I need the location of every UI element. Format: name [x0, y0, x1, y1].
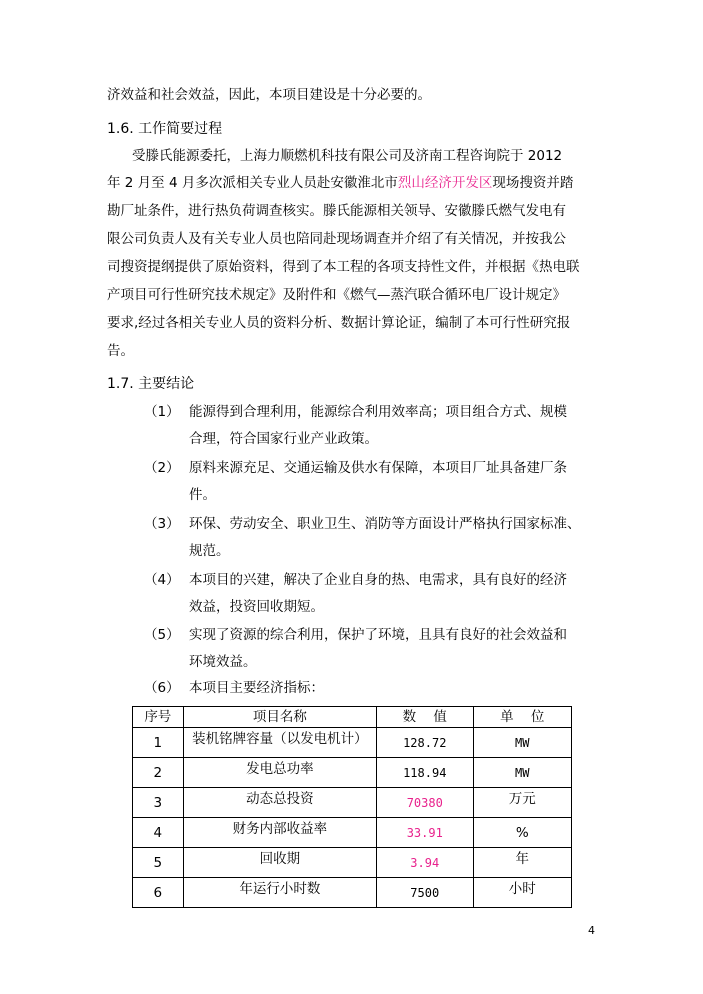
row-unit-cell: MW: [473, 728, 572, 758]
row-value-cell: 33.91: [377, 818, 473, 848]
list-item-text: 实现了资源的综合利用，保护了环境，且具有良好的社会效益和: [189, 627, 567, 643]
header-value: 数 值: [377, 707, 473, 728]
list-item-number: （3）: [144, 516, 180, 532]
row-value-cell: 118.94: [377, 758, 473, 788]
row-no-cell: 6: [133, 878, 184, 908]
row-no-cell: 1: [133, 728, 184, 758]
row-name-cell: 发电总功率: [183, 758, 376, 788]
row-name-cell: 年运行小时数: [183, 878, 376, 908]
text-run: 告。: [107, 343, 134, 359]
section-1-6-line: [107, 341, 134, 361]
list-item-number: （4）: [144, 572, 180, 588]
list-item-text: 合理，符合国家行业产业政策。: [189, 431, 378, 447]
row-unit-cell: 小时: [473, 878, 572, 908]
section-1-7-heading: 1.7. 主要结论: [107, 376, 195, 392]
text-run: 限公司负责人及有关专业人员也陪同赴现场调查并介绍了有关情况，并按我公: [107, 231, 566, 247]
section-1-6-line: [107, 201, 566, 221]
section-1-6-line: [132, 146, 562, 166]
table-row: [133, 848, 572, 878]
list-item-number: （1）: [144, 404, 180, 420]
text-run: 现场搜资并踏: [492, 175, 574, 191]
page-number: 4: [588, 924, 595, 937]
section-1-6-heading: 1.6. 工作简要过程: [107, 121, 223, 137]
row-name-cell: 装机铭牌容量（以发电机计）: [183, 728, 376, 758]
section-1-6-line: [107, 173, 573, 193]
row-unit-cell: 万元: [473, 788, 572, 818]
section-1-6-line: [107, 257, 580, 277]
economic-indicators-table: [132, 706, 572, 908]
row-unit-cell: %: [473, 818, 572, 848]
row-no-cell: 5: [133, 848, 184, 878]
list-item-text: 能源得到合理利用，能源综合利用效率高；项目组合方式、规模: [189, 404, 567, 420]
list-item-text: 本项目的兴建，解决了企业自身的热、电需求，具有良好的经济: [189, 572, 567, 588]
intro-tail-line: 济效益和社会效益，因此，本项目建设是十分必要的。: [107, 87, 431, 103]
text-run: 受滕氏能源委托，上海力顺燃机科技有限公司及济南工程咨询院于 2012: [132, 148, 563, 164]
header-unit: 单 位: [473, 707, 572, 728]
row-value-cell: 70380: [377, 788, 473, 818]
highlighted-text: 烈山经济开发区: [397, 175, 493, 191]
row-no-cell: 4: [133, 818, 184, 848]
row-no-cell: 2: [133, 758, 184, 788]
list-item-text: 环保、劳动安全、职业卫生、消防等方面设计严格执行国家标准、: [189, 516, 581, 532]
table-row: [133, 788, 572, 818]
row-value-cell: 3.94: [377, 848, 473, 878]
list-item-number: （2）: [144, 460, 180, 476]
row-name-cell: 财务内部收益率: [183, 818, 376, 848]
row-value-cell: 7500: [377, 878, 473, 908]
header-no: 序号: [133, 707, 184, 728]
header-name: 项目名称: [183, 707, 376, 728]
row-name-cell: 动态总投资: [183, 788, 376, 818]
list-item-number: （5）: [144, 627, 180, 643]
text-run: 勘厂址条件，进行热负荷调查核实。滕氏能源相关领导、安徽滕氏燃气发电有: [107, 203, 566, 219]
list-item-number: （6）: [144, 680, 180, 696]
text-run: 司搜资提纲提供了原始资料，得到了本工程的各项支持性文件，并根据《热电联: [107, 259, 580, 275]
row-value-cell: 128.72: [377, 728, 473, 758]
list-item-text: 件。: [189, 487, 216, 503]
section-1-6-line: [107, 229, 566, 249]
row-unit-cell: MW: [473, 758, 572, 788]
table-row: [133, 758, 572, 788]
section-1-6-line: [107, 285, 566, 305]
list-item-text: 环境效益。: [189, 654, 257, 670]
row-name-cell: 回收期: [183, 848, 376, 878]
list-item-text: 本项目主要经济指标：: [189, 680, 324, 696]
table-row: [133, 878, 572, 908]
table-row: [133, 818, 572, 848]
list-item-text: 规范。: [189, 543, 230, 559]
row-no-cell: 3: [133, 788, 184, 818]
table-row: [133, 728, 572, 758]
row-unit-cell: 年: [473, 848, 572, 878]
list-item-text: 原料来源充足、交通运输及供水有保障，本项目厂址具备建厂条: [189, 460, 567, 476]
section-1-6-line: [107, 313, 570, 333]
list-item-text: 效益，投资回收期短。: [189, 599, 324, 615]
text-run: 年 2 月至 4 月多次派相关专业人员赴安徽淮北市: [107, 175, 398, 191]
text-run: 要求,经过各相关专业人员的资料分析、数据计算论证，编制了本可行性研究报: [107, 315, 571, 331]
table-header-row: [133, 707, 572, 728]
text-run: 产项目可行性研究技术规定》及附件和《燃气—蒸汽联合循环电厂设计规定》: [107, 287, 566, 303]
